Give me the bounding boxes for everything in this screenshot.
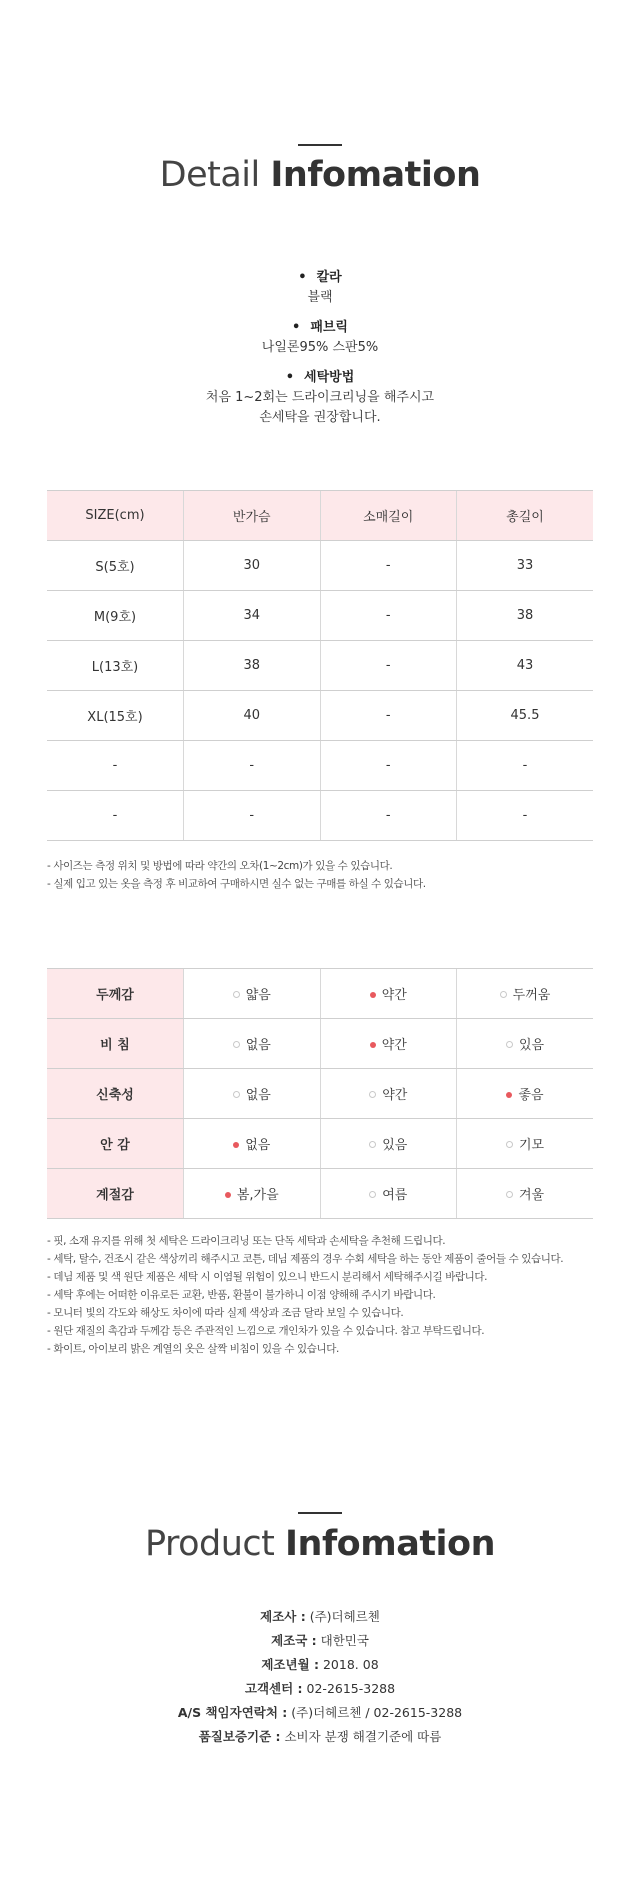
fit-row-thickness bbox=[47, 969, 593, 1019]
fit-option: 없음 bbox=[184, 1069, 321, 1119]
unselected-dot-icon bbox=[233, 1091, 240, 1098]
fit-option: 기모 bbox=[457, 1119, 594, 1169]
fit-row-sheerness bbox=[47, 1019, 593, 1069]
note-line: - 원단 재질의 촉감과 두께감 등은 주관적인 느낌으로 개인차가 있을 수 있습니다. 참고 부탁드립니다. bbox=[47, 1325, 485, 1337]
care-notes bbox=[47, 1232, 607, 1358]
selected-dot-icon bbox=[506, 1092, 512, 1098]
note-line: - 세탁, 탈수, 건조시 같은 색상끼리 해주시고 코튼, 데님 제품의 경우 수회 세탁을 하는 동안 제품이 줄어들 수 있습니다. bbox=[47, 1253, 564, 1265]
size-table-header bbox=[47, 491, 593, 541]
unselected-dot-icon bbox=[506, 1041, 513, 1048]
fit-row-stretch bbox=[47, 1069, 593, 1119]
fit-option: 있음 bbox=[457, 1019, 594, 1069]
unselected-dot-icon bbox=[506, 1141, 513, 1148]
spec-value: 손세탁을 권장합니다. bbox=[259, 410, 381, 425]
spec-value: 블랙 bbox=[307, 290, 333, 305]
table-cell: 40 bbox=[184, 691, 321, 741]
table-cell: XL(15호) bbox=[47, 691, 184, 741]
size-notes bbox=[47, 857, 593, 893]
header-cell: 반가슴 bbox=[184, 491, 321, 541]
spec-color bbox=[0, 268, 640, 308]
unselected-dot-icon bbox=[369, 1141, 376, 1148]
table-row bbox=[47, 591, 593, 641]
fit-option: 여름 bbox=[320, 1169, 457, 1219]
table-row bbox=[47, 791, 593, 841]
table-cell: 34 bbox=[184, 591, 321, 641]
fit-key: 비 침 bbox=[47, 1019, 184, 1069]
fit-key: 신축성 bbox=[47, 1069, 184, 1119]
product-info-row: 제조사 : (주)더헤르첸 bbox=[260, 1609, 380, 1624]
table-cell: - bbox=[320, 741, 457, 791]
unselected-dot-icon bbox=[369, 1091, 376, 1098]
spec-label: • 패브릭 bbox=[0, 318, 640, 338]
fit-key: 계절감 bbox=[47, 1169, 184, 1219]
spec-value: 처음 1~2회는 드라이크리닝을 해주시고 bbox=[205, 390, 435, 405]
table-cell: - bbox=[320, 591, 457, 641]
note-line: - 세탁 후에는 어떠한 이유로든 교환, 반품, 환불이 불가하니 이점 양해해 주시기 바랍니다. bbox=[47, 1289, 436, 1301]
fit-option: 겨울 bbox=[457, 1169, 594, 1219]
table-cell: - bbox=[184, 741, 321, 791]
detail-title-light: Detail bbox=[159, 155, 260, 195]
section-divider bbox=[298, 144, 342, 146]
table-cell: - bbox=[457, 741, 594, 791]
table-row bbox=[47, 641, 593, 691]
note-line: - 사이즈는 측정 위치 및 방법에 따라 약간의 오차(1~2cm)가 있을 수 있습니다. bbox=[47, 860, 393, 872]
table-cell: 30 bbox=[184, 541, 321, 591]
header-cell: 총길이 bbox=[457, 491, 594, 541]
fit-option-selected: 봄,가을 bbox=[184, 1169, 321, 1219]
detail-title-bold: Infomation bbox=[270, 155, 481, 195]
selected-dot-icon bbox=[225, 1192, 231, 1198]
table-cell: L(13호) bbox=[47, 641, 184, 691]
fit-key: 안 감 bbox=[47, 1119, 184, 1169]
fit-option: 있음 bbox=[320, 1119, 457, 1169]
fit-row-lining bbox=[47, 1119, 593, 1169]
table-cell: M(9호) bbox=[47, 591, 184, 641]
fit-option: 없음 bbox=[184, 1019, 321, 1069]
product-info-row: 고객센터 : 02-2615-3288 bbox=[244, 1681, 396, 1696]
table-row bbox=[47, 541, 593, 591]
fit-option: 얇음 bbox=[184, 969, 321, 1019]
header-cell: 소매길이 bbox=[320, 491, 457, 541]
spec-list bbox=[0, 268, 640, 438]
table-cell: - bbox=[47, 791, 184, 841]
unselected-dot-icon bbox=[233, 991, 240, 998]
table-row bbox=[47, 741, 593, 791]
spec-fabric bbox=[0, 318, 640, 358]
header-cell: SIZE(cm) bbox=[47, 491, 184, 541]
table-cell: S(5호) bbox=[47, 541, 184, 591]
table-cell: - bbox=[47, 741, 184, 791]
fit-option-selected: 약간 bbox=[320, 969, 457, 1019]
fit-table bbox=[47, 968, 593, 1219]
product-title bbox=[0, 1524, 640, 1564]
fit-option: 두꺼움 bbox=[457, 969, 594, 1019]
spec-value: 나일론95% 스판5% bbox=[261, 340, 379, 355]
unselected-dot-icon bbox=[500, 991, 507, 998]
fit-option-selected: 좋음 bbox=[457, 1069, 594, 1119]
table-cell: 38 bbox=[184, 641, 321, 691]
unselected-dot-icon bbox=[506, 1191, 513, 1198]
fit-option-selected: 없음 bbox=[184, 1119, 321, 1169]
spec-label: • 칼라 bbox=[0, 268, 640, 288]
fit-option-selected: 약간 bbox=[320, 1019, 457, 1069]
product-info-row: A/S 책임자연락처 : (주)더헤르첸 / 02-2615-3288 bbox=[177, 1705, 463, 1720]
table-cell: - bbox=[320, 541, 457, 591]
fit-row-season bbox=[47, 1169, 593, 1219]
product-info-row: 제조국 : 대한민국 bbox=[271, 1633, 369, 1648]
fit-key: 두께감 bbox=[47, 969, 184, 1019]
product-title-bold: Infomation bbox=[285, 1524, 496, 1564]
table-row bbox=[47, 691, 593, 741]
product-info-row: 제조년월 : 2018. 08 bbox=[261, 1657, 379, 1672]
product-info-row: 품질보증기준 : 소비자 분쟁 해결기준에 따름 bbox=[198, 1729, 442, 1744]
table-cell: - bbox=[320, 691, 457, 741]
unselected-dot-icon bbox=[369, 1191, 376, 1198]
table-cell: 33 bbox=[457, 541, 594, 591]
table-cell: - bbox=[320, 641, 457, 691]
table-cell: 45.5 bbox=[457, 691, 594, 741]
size-table bbox=[47, 490, 593, 841]
note-line: - 모니터 빛의 각도와 해상도 차이에 따라 실제 색상과 조금 달라 보일 수 있습니다. bbox=[47, 1307, 404, 1319]
spec-washing bbox=[0, 368, 640, 428]
product-info-list bbox=[0, 1605, 640, 1749]
product-title-light: Product bbox=[144, 1524, 275, 1564]
section-divider bbox=[298, 1512, 342, 1514]
note-line: - 핏, 소재 유지를 위해 첫 세탁은 드라이크리닝 또는 단독 세탁과 손세탁을 추천해 드립니다. bbox=[47, 1235, 446, 1247]
table-cell: - bbox=[457, 791, 594, 841]
spec-label: • 세탁방법 bbox=[0, 368, 640, 388]
note-line: - 실제 입고 있는 옷을 측정 후 비교하여 구매하시면 실수 없는 구매를 하실 수 있습니다. bbox=[47, 878, 426, 890]
detail-title bbox=[0, 155, 640, 195]
note-line: - 데님 제품 및 색 원단 제품은 세탁 시 이염될 위험이 있으니 반드시 분리해서 세탁해주시길 바랍니다. bbox=[47, 1271, 488, 1283]
table-cell: 38 bbox=[457, 591, 594, 641]
table-cell: - bbox=[320, 791, 457, 841]
selected-dot-icon bbox=[370, 992, 376, 998]
table-cell: - bbox=[184, 791, 321, 841]
selected-dot-icon bbox=[370, 1042, 376, 1048]
table-cell: 43 bbox=[457, 641, 594, 691]
fit-option: 약간 bbox=[320, 1069, 457, 1119]
selected-dot-icon bbox=[233, 1142, 239, 1148]
unselected-dot-icon bbox=[233, 1041, 240, 1048]
note-line: - 화이트, 아이보리 밝은 계열의 옷은 살짝 비침이 있을 수 있습니다. bbox=[47, 1343, 339, 1355]
